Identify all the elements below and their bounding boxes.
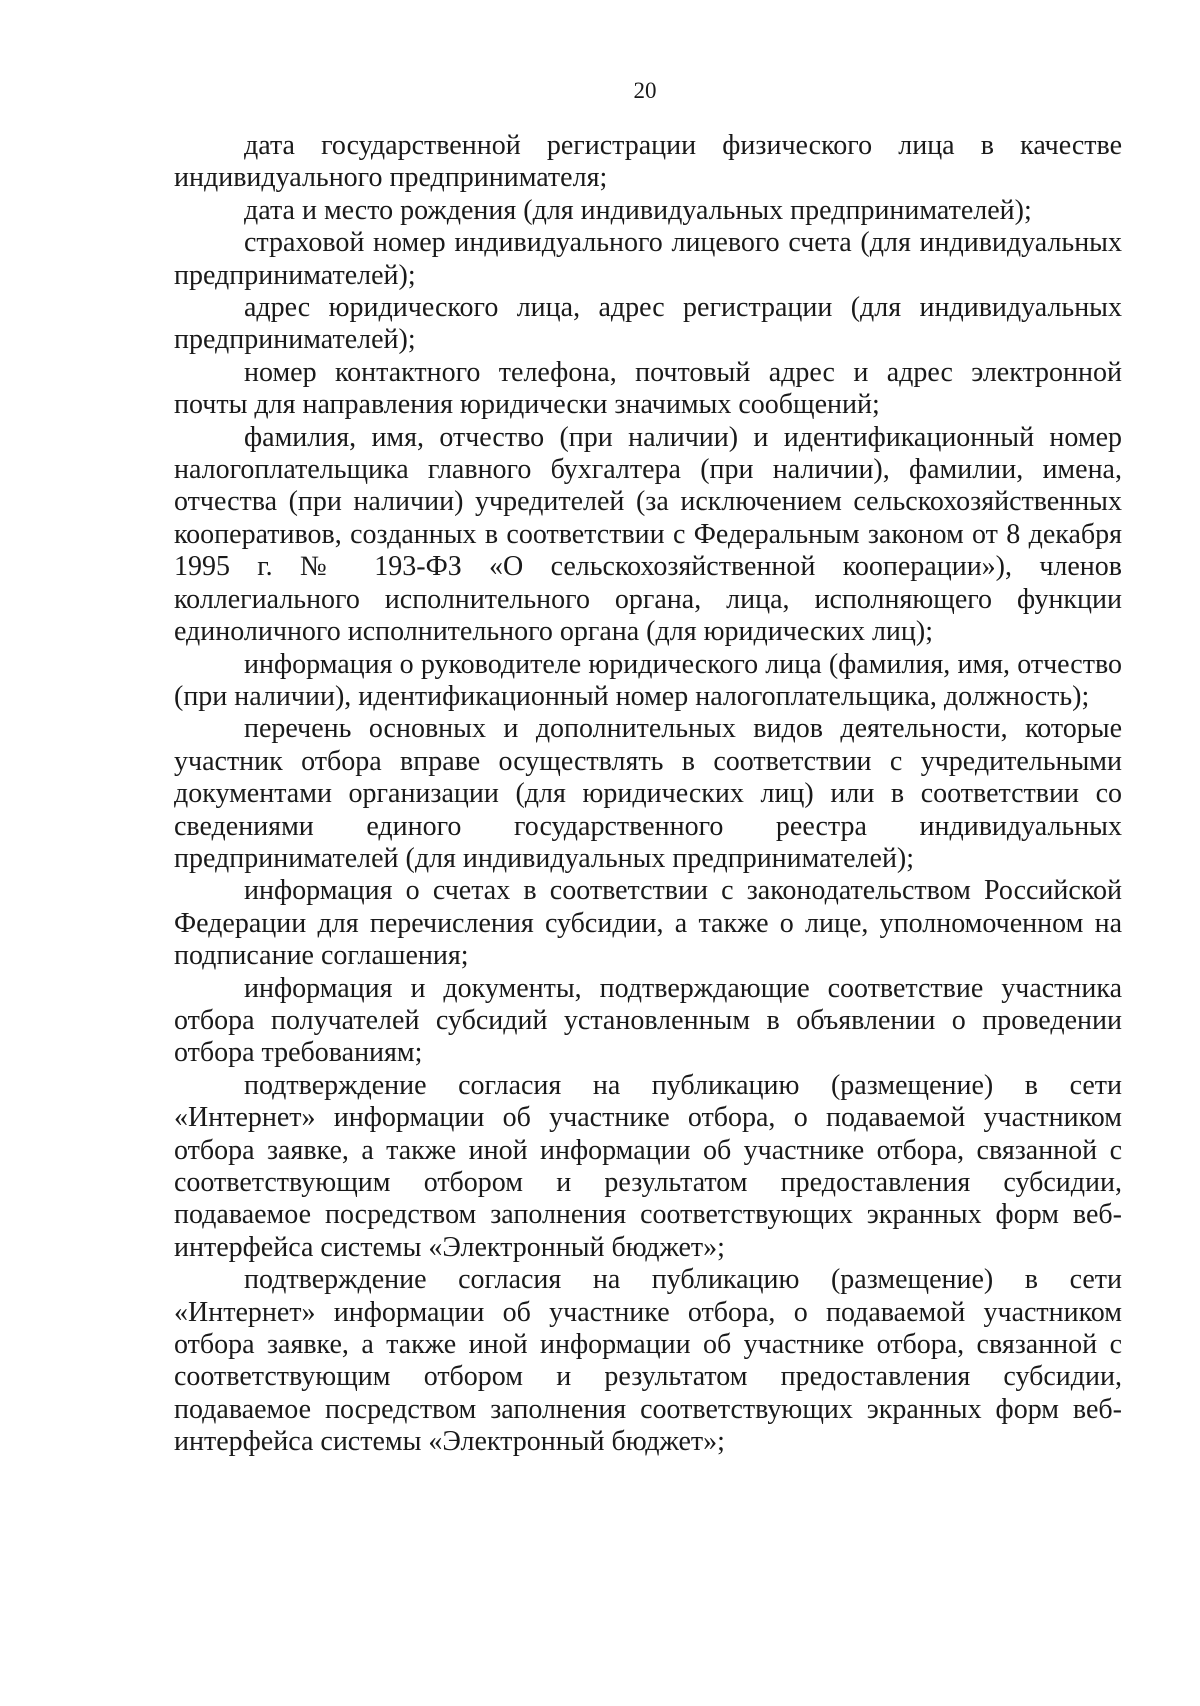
document-body (174, 130, 1122, 1459)
page-number: 20 (633, 78, 657, 103)
paragraph-legal-address: адрес юридического лица, адрес регистрации (для индивидуальных предпринимателей); (174, 292, 1122, 356)
paragraph-founders-info: фамилия, имя, отчество (при наличии) и идентификационный номер налогоплательщика главного бухгалтера (при наличии), фамилии, имена, отчества (при наличии) учредителей (за исключением сельскохозяйственных кооперативов, созданных в соответствии с Федеральным законом от 8 декабря 1995 г. № 193-ФЗ «О сельскохозяйственной кооперации»), членов коллегиального исполнительного органа, лица, исполняющего функции единоличного исполнительного органа (для юридических лиц); (174, 421, 1122, 648)
paragraph-publication-consent-repeat: подтверждение согласия на публикацию (размещение) в сети «Интернет» информации об участнике отбора, о подаваемой участником отбора заявке, а также иной информации об участнике отбора, связанной с соответствующим отбором и результатом предоставления субсидии, подаваемое посредством заполнения соответствующих экранных форм веб-интерфейса системы «Электронный бюджет»; (174, 1264, 1122, 1458)
paragraph-publication-consent: подтверждение согласия на публикацию (размещение) в сети «Интернет» информации об участнике отбора, о подаваемой участником отбора заявке, а также иной информации об участнике отбора, связанной с соответствующим отбором и результатом предоставления субсидии, подаваемое посредством заполнения соответствующих экранных форм веб-интерфейса системы «Электронный бюджет»; (174, 1069, 1122, 1263)
paragraph-activities-list: перечень основных и дополнительных видов деятельности, которые участник отбора вправе осуществлять в соответствии с учредительными документами организации (для юридических лиц) или в соответствии со сведениями единого государственного реестра индивидуальных предпринимателей (для индивидуальных предпринимателей); (174, 713, 1122, 874)
paragraph-accounts-info: информация о счетах в соответствии с законодательством Российской Федерации для перечисления субсидии, а также о лице, уполномоченном на подписание соглашения; (174, 875, 1122, 972)
paragraph-insurance-number: страховой номер индивидуального лицевого счета (для индивидуальных предпринимателей); (174, 227, 1122, 291)
paragraph-head-info: информация о руководителе юридического лица (фамилия, имя, отчество (при наличии), идентификационный номер налогоплательщика, должность); (174, 648, 1122, 712)
paragraph-birth-date-place: дата и место рождения (для индивидуальных предпринимателей); (244, 194, 1032, 226)
paragraph-compliance-documents: информация и документы, подтверждающие соответствие участника отбора получателей субсидий установленным в объявлении о проведении отбора требованиям; (174, 972, 1122, 1069)
paragraph-contact-info: номер контактного телефона, почтовый адрес и адрес электронной почты для направления юридически значимых сообщений; (174, 356, 1122, 421)
paragraph-registration-date: дата государственной регистрации физического лица в качестве индивидуального предпринимателя; (174, 130, 1122, 194)
